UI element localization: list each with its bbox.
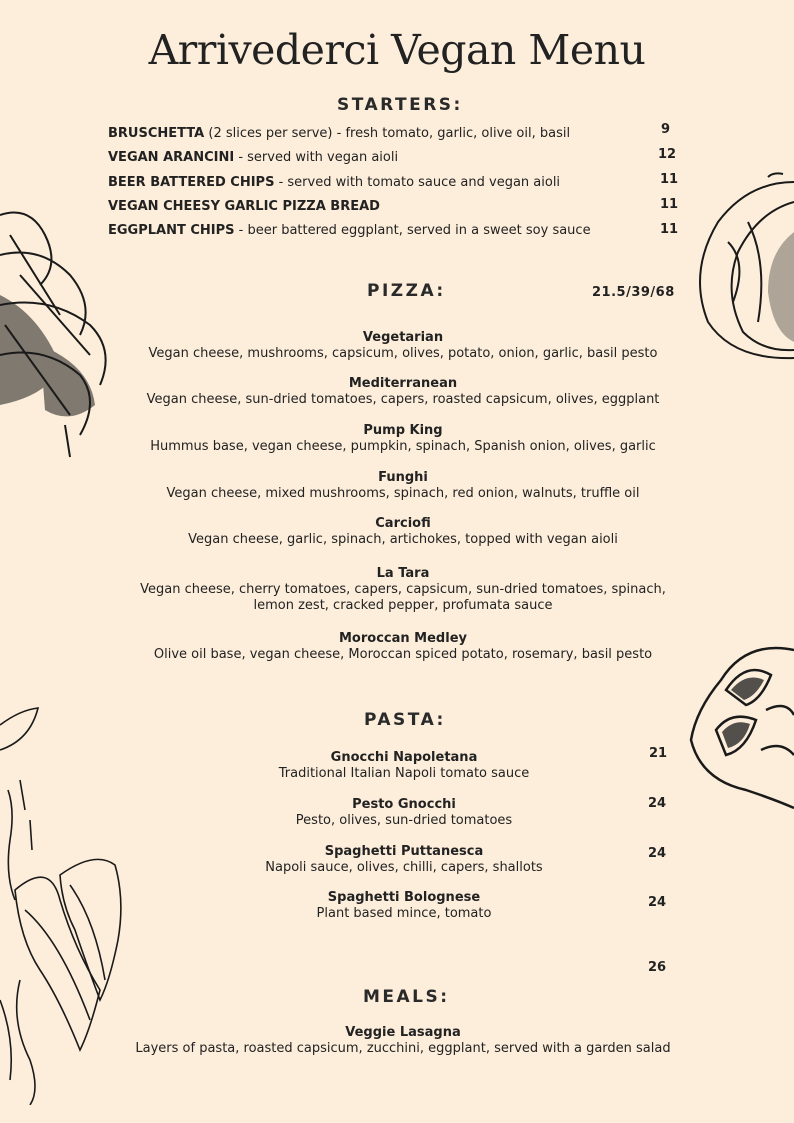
meal-item bbox=[110, 1025, 696, 1057]
pasta-desc: Napoli sauce, olives, chilli, capers, shallots bbox=[265, 860, 543, 875]
pizza-name: Pump King bbox=[363, 423, 443, 438]
pizza-desc: Vegan cheese, cherry tomatoes, capers, capsicum, sun-dried tomatoes, spinach, bbox=[140, 582, 666, 597]
starter-item: BEER BATTERED CHIPS - served with tomato sauce and vegan aioli bbox=[108, 175, 561, 190]
pizza-item bbox=[110, 330, 696, 362]
pasta-item bbox=[254, 844, 554, 876]
starters-heading: STARTERS: bbox=[337, 95, 463, 115]
pizza-heading: PIZZA: bbox=[367, 281, 446, 301]
meal-name: Veggie Lasagna bbox=[345, 1025, 461, 1040]
starter-price: 12 bbox=[658, 147, 677, 162]
pizza-item bbox=[110, 631, 696, 663]
meal-desc: Layers of pasta, roasted capsicum, zucchini, eggplant, served with a garden salad bbox=[135, 1041, 671, 1056]
pasta-price: 24 bbox=[648, 846, 667, 861]
meals-heading: MEALS: bbox=[363, 987, 450, 1007]
meals-price: 26 bbox=[648, 960, 667, 975]
pizza-item bbox=[110, 566, 696, 614]
pizza-desc: Vegan cheese, mushrooms, capsicum, olives, potato, onion, garlic, basil pesto bbox=[148, 346, 658, 361]
pasta-desc: Pesto, olives, sun-dried tomatoes bbox=[295, 813, 513, 828]
pizza-item bbox=[110, 423, 696, 455]
pasta-heading: PASTA: bbox=[364, 710, 446, 730]
pizza-item bbox=[110, 516, 696, 548]
starter-item: VEGAN ARANCINI - served with vegan aioli bbox=[108, 150, 399, 165]
starter-price: 11 bbox=[660, 172, 679, 187]
starter-price: 9 bbox=[661, 122, 671, 137]
onion-illustration bbox=[688, 172, 794, 360]
pasta-price: 24 bbox=[648, 895, 667, 910]
starter-price: 11 bbox=[660, 222, 679, 237]
pizza-desc: Vegan cheese, garlic, spinach, artichokes, topped with vegan aioli bbox=[188, 532, 618, 547]
pasta-name: Spaghetti Puttanesca bbox=[324, 844, 484, 859]
pizza-name: Carciofi bbox=[375, 516, 431, 531]
pizza-name: Mediterranean bbox=[348, 376, 458, 391]
pizza-name: La Tara bbox=[376, 566, 430, 581]
pizza-item bbox=[110, 376, 696, 408]
pizza-desc: Vegan cheese, sun-dried tomatoes, capers, roasted capsicum, olives, eggplant bbox=[146, 392, 660, 407]
pizza-price: 21.5/39/68 bbox=[592, 285, 675, 300]
pizza-name: Moroccan Medley bbox=[339, 631, 467, 646]
pizza-desc: Olive oil base, vegan cheese, Moroccan spiced potato, rosemary, basil pesto bbox=[153, 647, 653, 662]
cut-fruit-illustration bbox=[686, 640, 794, 812]
pasta-item bbox=[254, 890, 554, 922]
starter-item: EGGPLANT CHIPS - beer battered eggplant, served in a sweet soy sauce bbox=[108, 223, 591, 238]
starter-price: 11 bbox=[660, 197, 679, 212]
pasta-desc: Plant based mince, tomato bbox=[316, 906, 492, 921]
pizza-desc: Hummus base, vegan cheese, pumpkin, spinach, Spanish onion, olives, garlic bbox=[150, 439, 656, 454]
pasta-item bbox=[254, 797, 554, 829]
menu-title: Arrivederci Vegan Menu bbox=[148, 26, 646, 74]
pizza-desc-cont: lemon zest, cracked pepper, profumata sauce bbox=[253, 598, 553, 613]
artichoke-illustration bbox=[0, 195, 118, 460]
pizza-name: Funghi bbox=[378, 470, 428, 485]
starter-item: VEGAN CHEESY GARLIC PIZZA BREAD bbox=[108, 199, 380, 214]
pasta-name: Spaghetti Bolognese bbox=[327, 890, 481, 905]
pizza-name: Vegetarian bbox=[362, 330, 444, 345]
pasta-price: 24 bbox=[648, 796, 667, 811]
pasta-price: 21 bbox=[649, 746, 668, 761]
starter-item: BRUSCHETTA (2 slices per serve) - fresh tomato, garlic, olive oil, basil bbox=[108, 126, 571, 141]
pasta-name: Gnocchi Napoletana bbox=[330, 750, 478, 765]
pasta-desc: Traditional Italian Napoli tomato sauce bbox=[278, 766, 530, 781]
pizza-desc: Vegan cheese, mixed mushrooms, spinach, red onion, walnuts, truffle oil bbox=[166, 486, 640, 501]
pasta-item bbox=[254, 750, 554, 782]
pizza-item bbox=[110, 470, 696, 502]
pasta-name: Pesto Gnocchi bbox=[352, 797, 456, 812]
